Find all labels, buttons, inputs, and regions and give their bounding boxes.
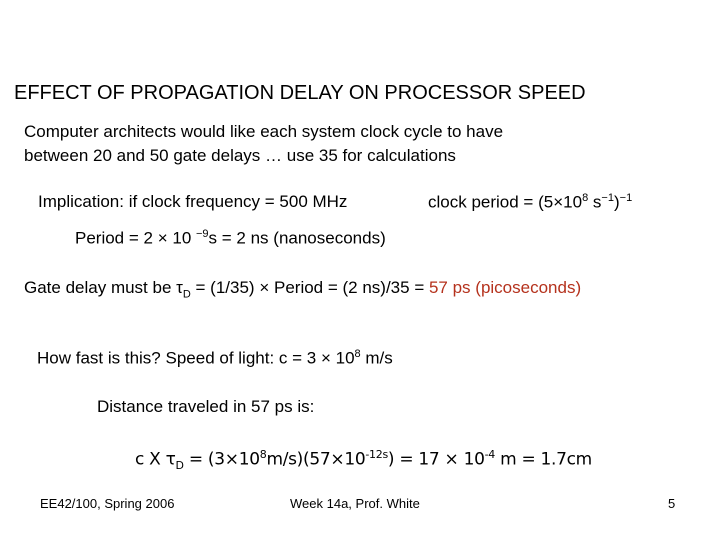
calc-part-2: m/s)(57 <box>266 449 331 470</box>
distance-text: Distance traveled in 57 ps is: <box>97 397 315 416</box>
gate-delay-highlight: 57 ps (picoseconds) <box>428 278 582 297</box>
times-symbol: × <box>330 449 345 470</box>
gate-delay-prefix: Gate delay must be <box>24 278 177 297</box>
tau-symbol: τ <box>176 278 183 297</box>
times-symbol: × <box>444 449 459 470</box>
tau-subscript: D <box>182 288 191 301</box>
calc-base-2: 10 <box>344 449 366 470</box>
gate-delay-formula <box>24 278 581 300</box>
slide-title: EFFECT OF PROPAGATION DELAY ON PROCESSOR SPEED <box>14 82 586 104</box>
intro-text <box>24 120 503 168</box>
tau-subscript: D <box>175 459 184 473</box>
times-symbol: × <box>259 278 270 297</box>
calc-exponent-3: -4 <box>484 448 495 461</box>
clock-period-prefix: clock period = (5 <box>428 192 554 212</box>
speed-exponent: 8 <box>354 348 361 360</box>
calc-prefix: c X <box>135 449 166 470</box>
distance-calculation <box>135 448 592 472</box>
clock-period-base: 10 <box>563 192 583 212</box>
calc-base-1: 10 <box>238 449 260 470</box>
times-symbol: × <box>320 348 331 368</box>
intro-line-1: Computer architects would like each system clock cycle to have <box>24 122 504 141</box>
times-symbol: × <box>553 192 564 212</box>
gate-delay-middle-2: Period = (2 ns)/35 = <box>269 278 429 297</box>
times-symbol: × <box>224 449 239 470</box>
clock-period-formula <box>428 192 632 213</box>
calc-part-4: m = 1.7cm <box>494 449 592 470</box>
page-number: 5 <box>668 496 676 511</box>
period-suffix: s = 2 ns (nanoseconds) <box>208 228 386 248</box>
period-prefix: Period = 2 <box>75 228 158 248</box>
calc-exponent-1: 8 <box>259 448 267 461</box>
calc-part-1: = (3 <box>183 449 225 470</box>
clock-period-unit-exponent: −1 <box>601 192 614 204</box>
intro-line-2: between 20 and 50 gate delays … use 35 for calculations <box>24 146 456 165</box>
speed-prefix: How fast is this? Speed of light: c = 3 <box>37 348 321 368</box>
period-formula <box>75 228 386 249</box>
footer-week: Week 14a, Prof. White <box>290 496 420 511</box>
calc-part-3: ) = 17 <box>387 449 445 470</box>
speed-of-light-text <box>37 348 393 369</box>
speed-suffix: m/s <box>360 348 393 368</box>
period-base: 10 <box>167 228 196 248</box>
calc-base-3: 10 <box>458 449 485 470</box>
implication-text: Implication: if clock frequency = 500 MHz <box>38 192 348 211</box>
tau-symbol: τ <box>165 449 176 470</box>
gate-delay-middle-1: = (1/35) <box>190 278 260 297</box>
period-exponent: −9 <box>196 228 209 240</box>
times-symbol: × <box>157 228 168 248</box>
clock-period-close: ) <box>613 192 620 212</box>
clock-period-unit: s <box>588 192 602 212</box>
calc-exponent-2: -12s <box>365 448 388 461</box>
clock-period-exponent: 8 <box>582 192 589 204</box>
speed-base: 10 <box>330 348 355 368</box>
clock-period-close-exponent: −1 <box>619 192 633 204</box>
footer-course: EE42/100, Spring 2006 <box>40 496 175 511</box>
